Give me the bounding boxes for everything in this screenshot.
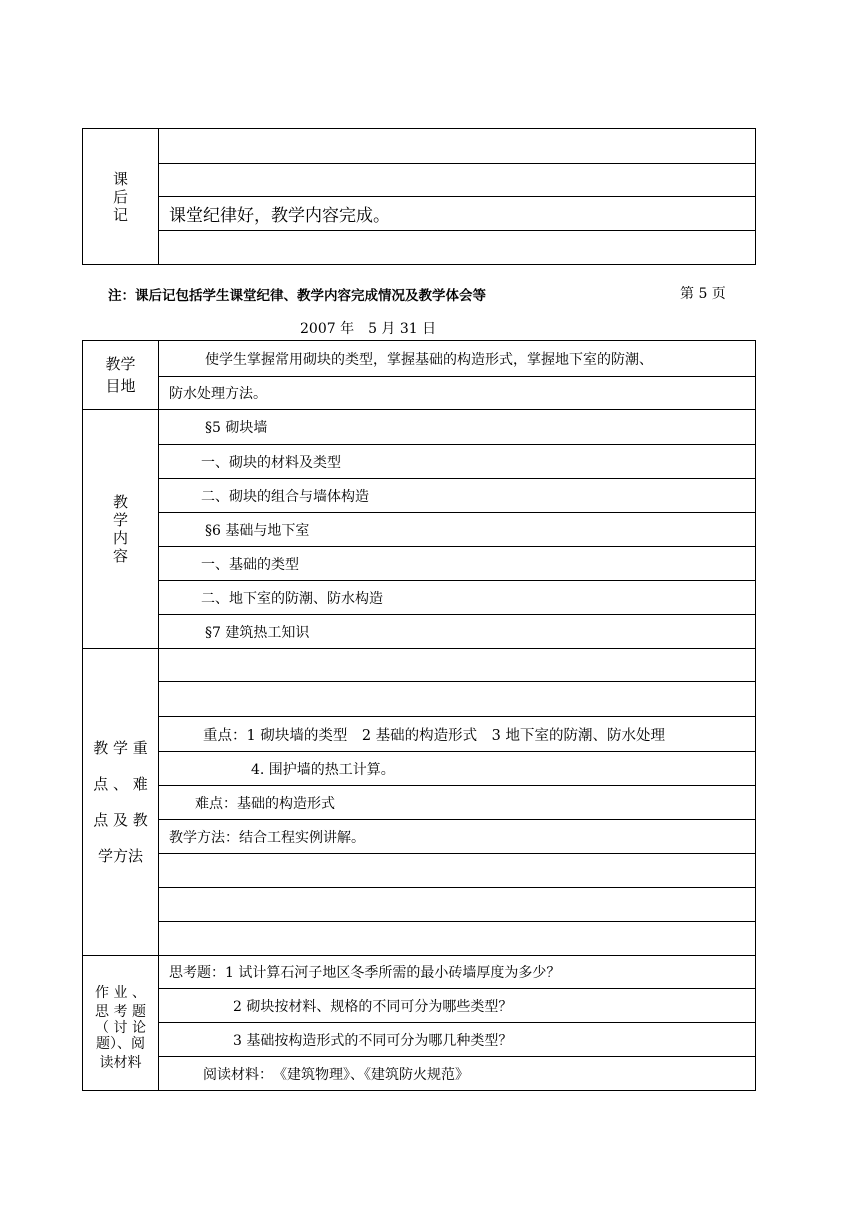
keypoints-row bbox=[159, 854, 756, 888]
keypoints-row: 教学方法：结合工程实例讲解。 bbox=[159, 820, 756, 854]
label-char: 记 bbox=[112, 205, 128, 224]
content-row: 一、基础的类型 bbox=[159, 547, 756, 581]
label-char: 课 bbox=[112, 169, 128, 188]
page-number: 第 5 页 bbox=[680, 286, 726, 302]
after-class-notes-table bbox=[82, 128, 756, 265]
keypoints-row: 重点：1 砌块墙的类型 2 基础的构造形式 3 地下室的防潮、防水处理 bbox=[159, 717, 756, 752]
keypoints-row bbox=[159, 682, 756, 717]
keypoints-label bbox=[83, 649, 159, 956]
label-line: 教 学 重 bbox=[93, 739, 148, 757]
homework-label bbox=[83, 956, 159, 1091]
content-row: §7 建筑热工知识 bbox=[159, 615, 756, 649]
keypoints-row bbox=[159, 649, 756, 682]
notes-row bbox=[159, 231, 756, 265]
keypoints-row bbox=[159, 888, 756, 922]
label-line: 目地 bbox=[105, 377, 136, 395]
label-line: 学方法 bbox=[97, 847, 143, 865]
after-class-label bbox=[83, 129, 159, 265]
content-row: 二、地下室的防潮、防水构造 bbox=[159, 581, 756, 615]
homework-row: 思考题：1 试计算石河子地区冬季所需的最小砖墙厚度为多少？ bbox=[159, 956, 756, 989]
label-line: 思 考 题 bbox=[95, 1004, 146, 1020]
label-char: 教 bbox=[112, 493, 128, 511]
label-char: 容 bbox=[112, 547, 128, 565]
content-row: §6 基础与地下室 bbox=[159, 513, 756, 547]
homework-row: 2 砌块按材料、规格的不同可分为哪些类型？ bbox=[159, 989, 756, 1023]
notes-row: 课堂纪律好，教学内容完成。 bbox=[159, 197, 756, 231]
content-row: 一、砌块的材料及类型 bbox=[159, 445, 756, 479]
label-char: 内 bbox=[112, 529, 128, 547]
objective-label bbox=[83, 341, 159, 410]
keypoints-row: 4. 围护墙的热工计算。 bbox=[159, 752, 756, 786]
objective-row: 使学生掌握常用砌块的类型，掌握基础的构造形式，掌握地下室的防潮、 bbox=[159, 341, 756, 377]
homework-row: 3 基础按构造形式的不同可分为哪几种类型？ bbox=[159, 1023, 756, 1057]
label-line: 作 业 、 bbox=[95, 985, 146, 1001]
label-line: 点 、 难 bbox=[93, 775, 148, 793]
notes-row bbox=[159, 164, 756, 197]
label-line: 教学 bbox=[105, 355, 136, 373]
keypoints-row bbox=[159, 922, 756, 956]
label-line: 读材料 bbox=[99, 1055, 142, 1071]
content-row: 二、砌块的组合与墙体构造 bbox=[159, 479, 756, 513]
objective-row: 防水处理方法。 bbox=[159, 377, 756, 410]
label-line: （ 讨 论 bbox=[95, 1020, 146, 1036]
content-row: §5 砌块墙 bbox=[159, 410, 756, 445]
label-line: 题）、阅 bbox=[96, 1036, 145, 1052]
content-label bbox=[83, 410, 159, 649]
footnote: 注：课后记包括学生课堂纪律、教学内容完成情况及教学体会等 bbox=[108, 288, 486, 304]
lesson-plan-table bbox=[82, 340, 756, 1091]
lesson-date: 2007 年 5 月 31 日 bbox=[300, 321, 437, 337]
notes-row bbox=[159, 129, 756, 164]
label-char: 学 bbox=[112, 511, 128, 529]
label-char: 后 bbox=[112, 187, 128, 206]
homework-row: 阅读材料： 《建筑物理》、《建筑防火规范》 bbox=[159, 1057, 756, 1091]
label-line: 点 及 教 bbox=[93, 811, 148, 829]
keypoints-row: 难点：基础的构造形式 bbox=[159, 786, 756, 820]
